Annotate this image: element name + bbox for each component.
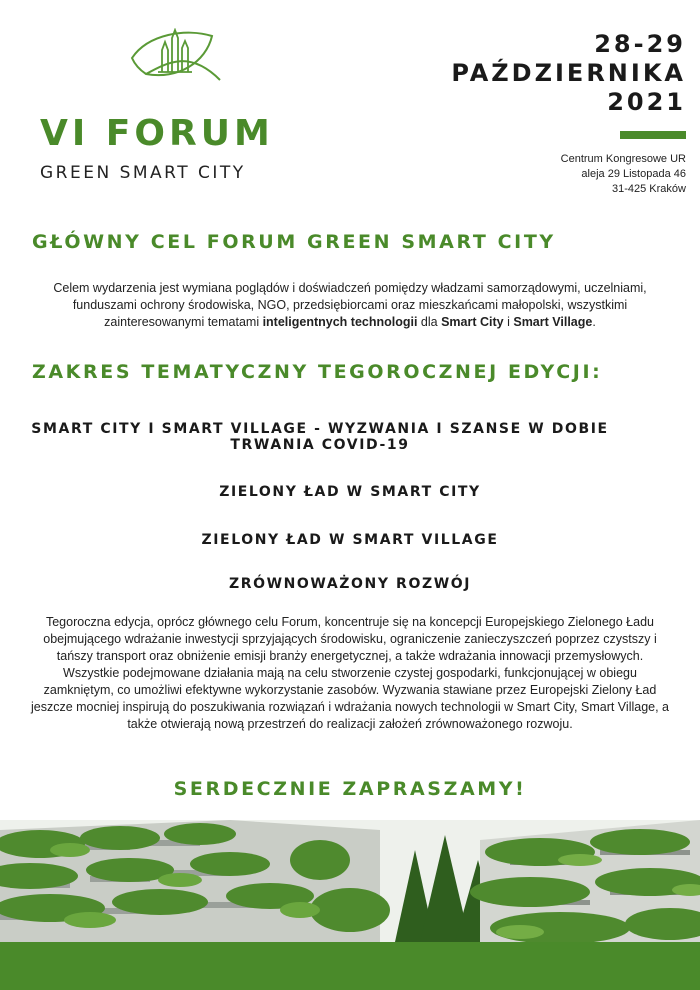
invite-heading: SERDECZNIE ZAPRASZAMY! (173, 778, 527, 800)
venue-street: aleja 29 Listopada 46 (581, 168, 686, 180)
footer-bar (0, 942, 700, 990)
goal-heading: GŁÓWNY CEL FORUM GREEN SMART CITY (32, 231, 556, 253)
date-month: PAŹDZIERNIKA (451, 59, 686, 87)
goal-text-end: . (592, 315, 596, 329)
goal-bold-tech: inteligentnych technologii (262, 315, 418, 329)
topic-sustainable-development: ZRÓWNOWAŻONY ROZWÓJ (228, 576, 472, 592)
date-days: 28-29 (594, 30, 686, 58)
leaf-castle-logo-icon (128, 28, 224, 84)
event-date (451, 30, 686, 117)
forum-title: VI FORUM (40, 113, 274, 154)
goal-text-i: i (503, 315, 514, 329)
venue-city: 31-425 Kraków (612, 183, 686, 195)
topic-green-deal-village: ZIELONY ŁAD W SMART VILLAGE (201, 532, 499, 548)
goal-text: Celem wydarzenia jest wymiana poglądów i doświadczeń pomiędzy władzami samorządowymi, uczelniami, funduszami ochrony środowiska, NGO, przedsiębiorcami oraz mieszkańcami małopolski, wszystkimi zainteresowanymi tematami (53, 281, 647, 329)
venue-name: Centrum Kongresowe UR (560, 153, 686, 165)
green-buildings-photo (0, 820, 700, 942)
topic-green-deal-city: ZIELONY ŁAD W SMART CITY (219, 484, 481, 500)
body-paragraph: Tegoroczna edycja, oprócz głównego celu Forum, koncentruje się na koncepcji Europejskiego Zielonego Ładu obejmującego wdrażanie inwestycji sprzyjających środowisku, ograniczenie zanieczyszczeń poprzez czystszy i tańszy transport oraz obniżenie emisji branży energetycznej, a także wdrażania innowacji przemysłowych. Wszystkie podejmowane działania mają na celu stworzenie czystej gospodarki, funkcjonującej w obiegu zamkniętym, co umożliwi efektywne wykorzystanie zasobów. Wyzwania stawiane przez Europejski Zielony Ład jeszcze mocniej inspirują do poszukiwania rozwiązań i wdrażania nowych technologii w Smart City, Smart Village, a także otwierają nową przestrzeń do realizacji założeń zrównoważonego rozwoju. (30, 615, 670, 731)
date-divider (620, 131, 686, 139)
topic-covid: SMART CITY I SMART VILLAGE - WYZWANIA I SZANSE W DOBIE TRWANIA COVID-19 (31, 421, 609, 453)
goal-paragraph (28, 280, 672, 331)
scope-heading: ZAKRES TEMATYCZNY TEGOROCZNEJ EDYCJI: (32, 361, 603, 383)
forum-subtitle: GREEN SMART CITY (40, 163, 246, 183)
venue-address (561, 152, 686, 197)
goal-bold-city: Smart City (441, 315, 504, 329)
date-year: 2021 (607, 88, 686, 116)
goal-text-dla: dla (417, 315, 442, 329)
goal-bold-village: Smart Village (513, 315, 593, 329)
